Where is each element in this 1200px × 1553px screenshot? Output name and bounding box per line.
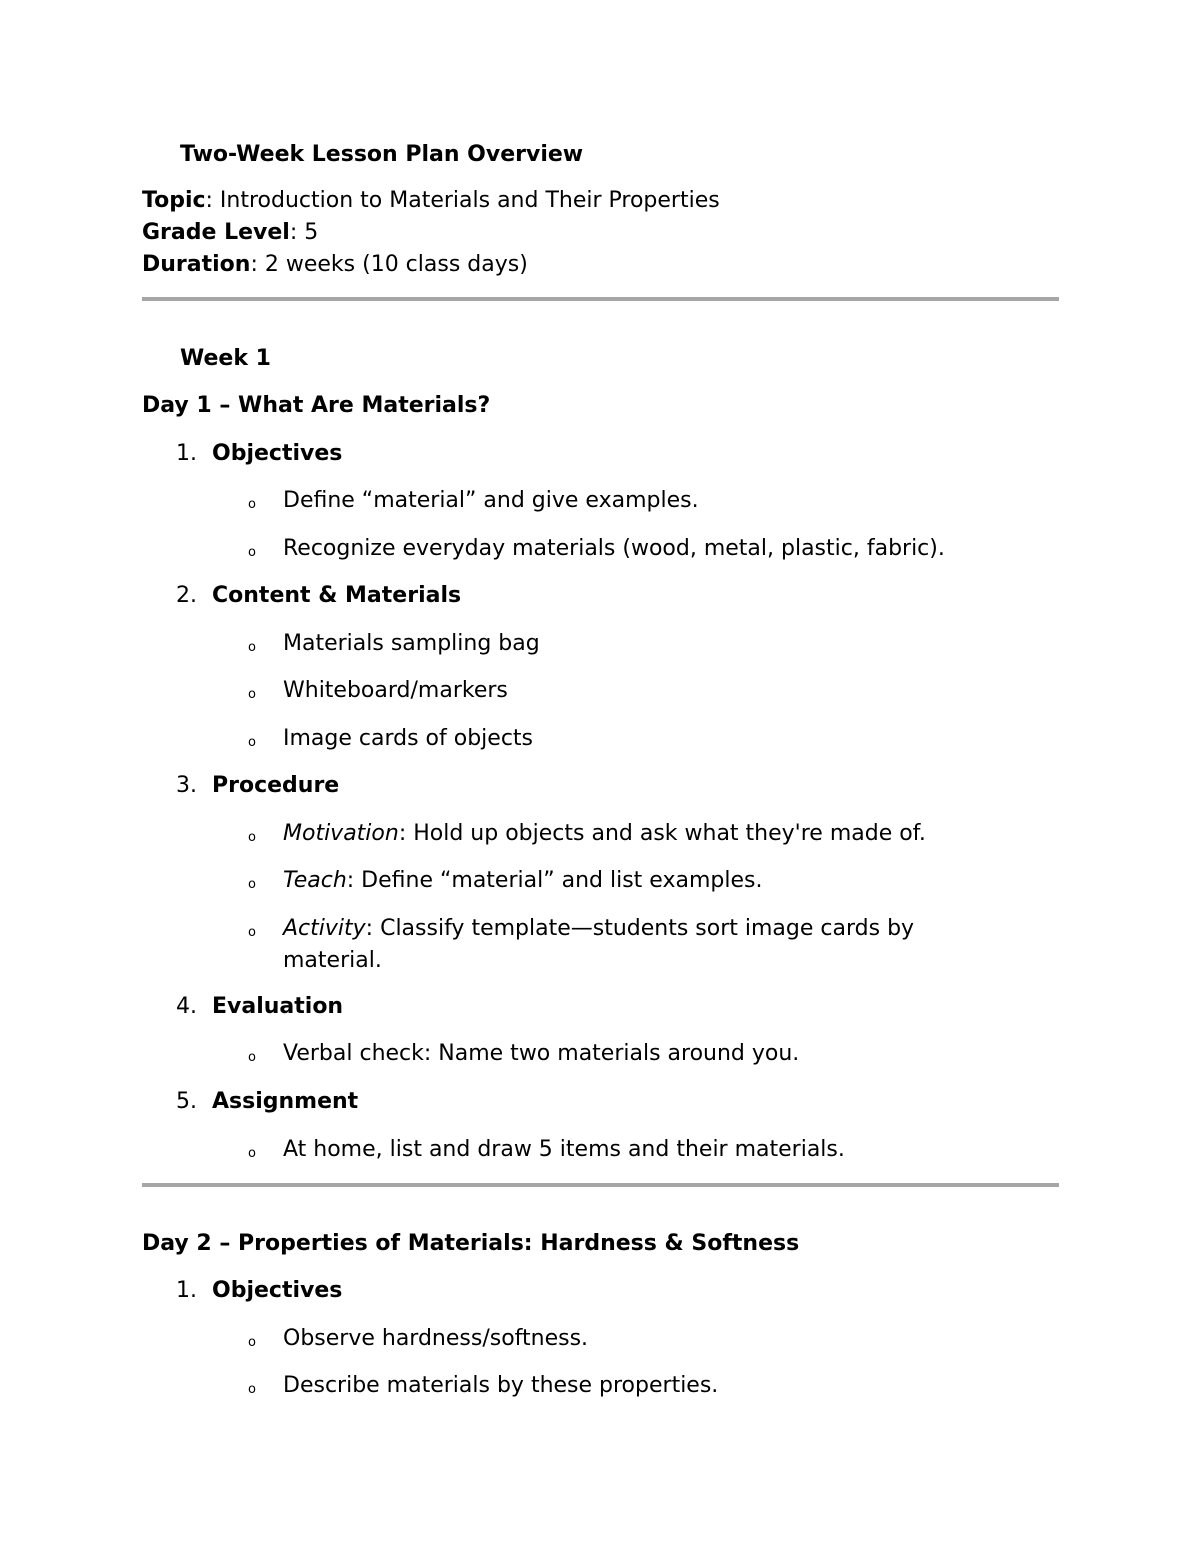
list-item-emphasis: Teach — [283, 868, 347, 893]
horizontal-rule — [142, 1183, 1059, 1187]
meta-topic-value: : Introduction to Materials and Their Properties — [205, 188, 720, 213]
list-item: Whiteboard/markers — [283, 678, 508, 703]
list-item-emphasis: Motivation — [283, 821, 399, 846]
meta-duration-label: Duration — [142, 252, 251, 277]
bullet-icon: o — [248, 497, 256, 512]
bullet-icon: o — [248, 640, 256, 655]
meta-grade-level-value: : 5 — [289, 220, 319, 245]
list-item: Define “material” and give examples. — [283, 488, 699, 513]
meta-topic — [142, 188, 720, 213]
horizontal-rule — [142, 297, 1059, 301]
bullet-icon: o — [248, 1146, 256, 1161]
section-number: 3. — [176, 773, 197, 798]
list-item-continuation: material. — [283, 948, 382, 973]
bullet-icon: o — [248, 830, 256, 845]
section-heading-assignment: Assignment — [212, 1089, 359, 1114]
list-item-text: : Define “material” and list examples. — [346, 868, 763, 893]
list-item-text: : Hold up objects and ask what they're made of. — [398, 821, 926, 846]
list-item — [283, 868, 762, 893]
list-item-text: : Classify template—students sort image cards by — [365, 916, 915, 941]
meta-duration-value: : 2 weeks (10 class days) — [250, 252, 528, 277]
section-number: 1. — [176, 1278, 197, 1303]
meta-topic-label: Topic — [142, 188, 206, 213]
bullet-icon: o — [248, 735, 256, 750]
section-heading-procedure: Procedure — [212, 773, 340, 798]
bullet-icon: o — [248, 1382, 256, 1397]
list-item: Image cards of objects — [283, 726, 534, 751]
section-number: 4. — [176, 994, 197, 1019]
bullet-icon: o — [248, 545, 256, 560]
meta-grade-level-label: Grade Level — [142, 220, 290, 245]
list-item: Verbal check: Name two materials around you. — [283, 1041, 800, 1066]
bullet-icon: o — [248, 877, 256, 892]
section-heading-content-materials: Content & Materials — [212, 583, 462, 608]
section-heading-objectives: Objectives — [212, 1278, 343, 1303]
day-1-title: Day 1 – What Are Materials? — [142, 393, 491, 418]
list-item: Describe materials by these properties. — [283, 1373, 719, 1398]
bullet-icon: o — [248, 687, 256, 702]
bullet-icon: o — [248, 1335, 256, 1350]
list-item: Materials sampling bag — [283, 631, 540, 656]
list-item — [283, 916, 914, 941]
day-2-title: Day 2 – Properties of Materials: Hardness & Softness — [142, 1231, 800, 1256]
week-heading: Week 1 — [180, 346, 271, 371]
meta-duration — [142, 252, 528, 277]
section-heading-evaluation: Evaluation — [212, 994, 344, 1019]
list-item: At home, list and draw 5 items and their materials. — [283, 1137, 845, 1162]
section-heading-objectives: Objectives — [212, 441, 343, 466]
list-item: Observe hardness/softness. — [283, 1326, 589, 1351]
meta-grade-level — [142, 220, 318, 245]
list-item-emphasis: Activity — [283, 916, 366, 941]
bullet-icon: o — [248, 1050, 256, 1065]
section-number: 1. — [176, 441, 197, 466]
document-title: Two-Week Lesson Plan Overview — [180, 142, 584, 167]
list-item — [283, 821, 926, 846]
list-item: Recognize everyday materials (wood, metal, plastic, fabric). — [283, 536, 945, 561]
bullet-icon: o — [248, 925, 256, 940]
section-number: 5. — [176, 1089, 197, 1114]
section-number: 2. — [176, 583, 197, 608]
